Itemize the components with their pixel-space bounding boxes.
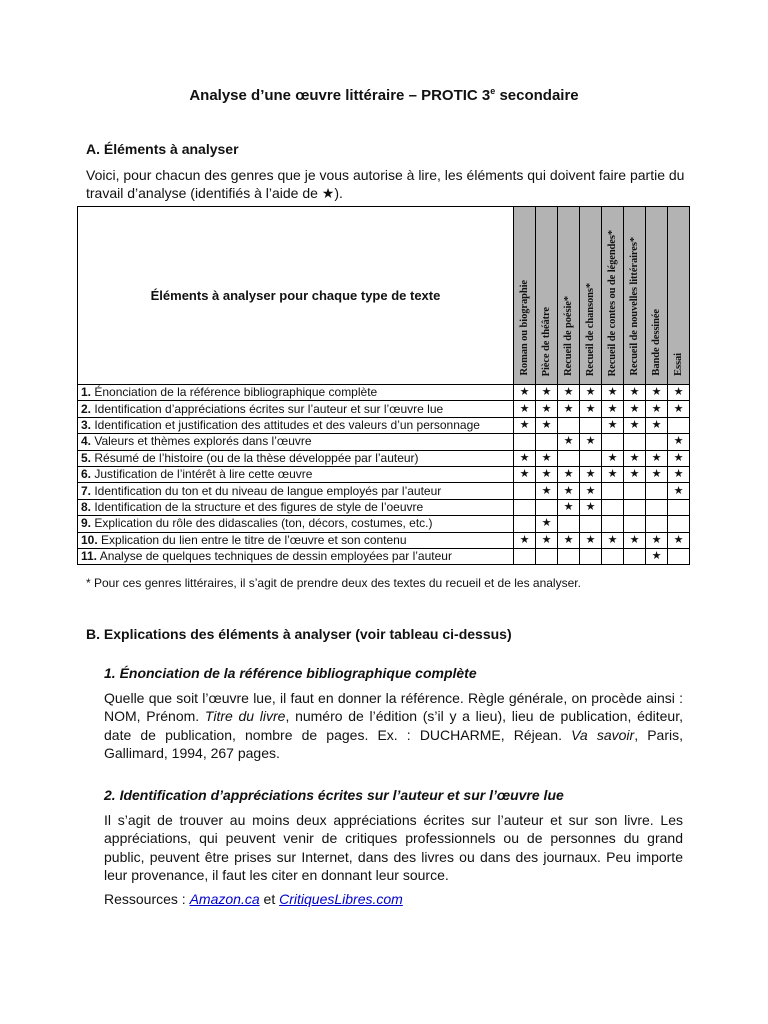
criterion-number: 7. [81,483,92,498]
criterion-cell [78,532,514,548]
star-mark: ★ [558,434,580,450]
star-mark: ★ [668,532,690,548]
criterion-number: 8. [81,499,92,514]
star-mark: ★ [536,483,558,499]
criterion-number: 6. [81,467,92,482]
star-mark: ★ [624,450,646,466]
star-mark: ★ [536,516,558,532]
star-mark: ★ [536,450,558,466]
item-1-body: Quelle que soit l’œuvre lue, il faut en donner la référence. Règle générale, on procède ainsi : NOM, Prénom. Titre du livre, numéro de l’édition (s’il y a lieu), lieu de publication, éditeur, date de publication, nombre de pages. Ex. : DUCHARME, Réjean. Va savoir, Paris, Gallimard, 1994, 267 pages. [104,690,683,761]
empty-cell [646,434,668,450]
item-2-title: 2. Identification d’appréciations écrites sur l’auteur et sur l’œuvre lue [104,787,564,803]
star-mark: ★ [580,466,602,482]
star-mark: ★ [536,532,558,548]
critiqueslibres-link[interactable]: CritiquesLibres.com [279,891,403,907]
empty-cell [624,499,646,515]
star-mark: ★ [558,483,580,499]
column-header: Recueil de nouvelles littéraires* [624,207,646,385]
criterion-number: 11. [81,549,98,564]
star-mark: ★ [624,385,646,401]
table-row [78,450,690,466]
star-mark: ★ [646,417,668,433]
table-row [78,499,690,515]
star-mark: ★ [602,417,624,433]
empty-cell [558,450,580,466]
table-header-row [78,207,690,385]
empty-cell [580,516,602,532]
table-main-header: Éléments à analyser pour chaque type de texte [78,207,514,385]
empty-cell [514,434,536,450]
criterion-text: Identification du ton et du niveau de langue employés par l’auteur [91,483,442,498]
star-mark: ★ [602,532,624,548]
star-mark: ★ [514,532,536,548]
criterion-number: 5. [81,450,92,465]
star-mark: ★ [602,401,624,417]
empty-cell [536,499,558,515]
star-mark: ★ [602,385,624,401]
section-a-intro: Voici, pour chacun des genres que je vous autorise à lire, les éléments qui doivent faire partie du travail d’analyse (identifiés à l’aide de ★). [86,167,685,201]
star-mark: ★ [580,532,602,548]
star-mark: ★ [580,401,602,417]
empty-cell [668,417,690,433]
star-mark: ★ [646,466,668,482]
criterion-number: 2. [81,401,92,416]
item-1-title: 1. Énonciation de la référence bibliographique complète [104,665,477,681]
star-mark: ★ [536,385,558,401]
criterion-text: Identification de la structure et des figures de style de l’oeuvre [91,499,424,514]
column-header: Roman ou biographie [514,207,536,385]
criterion-number: 9. [81,516,92,531]
star-mark: ★ [558,499,580,515]
empty-cell [536,548,558,564]
table-body [78,385,690,565]
empty-cell [580,417,602,433]
column-header: Essai [668,207,690,385]
criterion-text: Identification et justification des attitudes et des valeurs d’un personnage [91,417,480,432]
column-header: Recueil de chansons* [580,207,602,385]
empty-cell [668,499,690,515]
star-mark: ★ [558,401,580,417]
book-title-placeholder: Titre du livre [204,708,286,725]
empty-cell [646,499,668,515]
empty-cell [602,499,624,515]
criterion-cell [78,450,514,466]
criterion-number: 1. [81,385,92,400]
empty-cell [558,548,580,564]
empty-cell [514,499,536,515]
star-mark: ★ [668,385,690,401]
criterion-text: Explication du rôle des didascalies (ton, décors, costumes, etc.) [91,516,433,531]
criterion-cell [78,417,514,433]
star-mark: ★ [624,417,646,433]
amazon-link[interactable]: Amazon.ca [189,891,260,907]
title-main: Analyse d’une œuvre littéraire – PROTIC 3 [189,87,491,104]
table-row [78,417,690,433]
star-mark: ★ [536,466,558,482]
star-mark: ★ [514,385,536,401]
table-row [78,385,690,401]
criterion-text: Énonciation de la référence bibliographique complète [91,385,378,400]
empty-cell [580,548,602,564]
criterion-text: Identification d’appréciations écrites sur l’auteur et sur l’œuvre lue [91,401,444,416]
empty-cell [668,516,690,532]
item-2-body: Il s’agit de trouver au moins deux appréciations écrites sur l’auteur et sur son livre. Les appréciations, qui peuvent venir de critiques professionnels ou de personnes du grand public, peuvent être prises sur Internet, dans des livres ou dans des journaux. Peu importe leur provenance, il faut les citer en donnant leur source. [104,812,683,883]
table-footnote: * Pour ces genres littéraires, il s’agit de prendre deux des textes du recueil et de les analyser. [86,576,581,590]
example-book-title: Va savoir [571,726,635,743]
table-row [78,532,690,548]
empty-cell [646,483,668,499]
column-header: Bande dessinée [646,207,668,385]
star-mark: ★ [646,401,668,417]
empty-cell [536,434,558,450]
resources-line: Ressources : Amazon.ca et CritiquesLibres.com [104,891,403,907]
star-mark: ★ [668,450,690,466]
star-mark: ★ [514,466,536,482]
table-row [78,434,690,450]
table-row [78,401,690,417]
star-mark: ★ [514,450,536,466]
star-mark: ★ [558,466,580,482]
section-a-heading: A. Éléments à analyser [86,141,239,157]
empty-cell [602,483,624,499]
criterion-cell [78,499,514,515]
criterion-cell [78,466,514,482]
analysis-table [77,206,690,565]
table-row [78,516,690,532]
empty-cell [514,548,536,564]
table-row [78,466,690,482]
empty-cell [624,434,646,450]
empty-cell [580,450,602,466]
empty-cell [558,516,580,532]
star-mark: ★ [536,401,558,417]
criterion-cell [78,434,514,450]
star-mark: ★ [514,417,536,433]
empty-cell [514,483,536,499]
empty-cell [558,417,580,433]
section-b-heading: B. Explications des éléments à analyser (voir tableau ci-dessus) [86,626,512,642]
column-header: Pièce de théâtre [536,207,558,385]
star-mark: ★ [602,450,624,466]
star-mark: ★ [646,450,668,466]
criterion-cell [78,385,514,401]
star-mark: ★ [668,466,690,482]
star-mark: ★ [580,499,602,515]
empty-cell [624,516,646,532]
criterion-cell [78,401,514,417]
empty-cell [602,434,624,450]
star-mark: ★ [580,483,602,499]
criterion-cell [78,548,514,564]
star-mark: ★ [646,385,668,401]
criterion-text: Valeurs et thèmes explorés dans l’œuvre [91,434,312,449]
criterion-number: 10. [81,532,98,547]
empty-cell [668,548,690,564]
criterion-text: Explication du lien entre le titre de l’œuvre et son contenu [97,532,407,547]
empty-cell [514,516,536,532]
star-mark: ★ [668,483,690,499]
title-superscript: e [490,86,496,96]
star-mark: ★ [602,466,624,482]
empty-cell [624,548,646,564]
star-mark: ★ [558,385,580,401]
empty-cell [602,516,624,532]
column-header: Recueil de contes ou de légendes* [602,207,624,385]
empty-cell [646,516,668,532]
criterion-cell [78,483,514,499]
star-mark: ★ [580,434,602,450]
empty-cell [624,483,646,499]
star-mark: ★ [536,417,558,433]
star-mark: ★ [646,548,668,564]
star-mark: ★ [624,466,646,482]
page-title [0,86,768,104]
star-mark: ★ [624,401,646,417]
star-mark: ★ [624,532,646,548]
star-mark: ★ [668,401,690,417]
criterion-text: Résumé de l’histoire (ou de la thèse développée par l’auteur) [91,450,419,465]
star-mark: ★ [646,532,668,548]
criterion-text: Analyse de quelques techniques de dessin employées par l’auteur [97,549,452,564]
table-row [78,483,690,499]
star-mark: ★ [668,434,690,450]
column-header: Recueil de poésie* [558,207,580,385]
criterion-number: 4. [81,434,92,449]
table-row [78,548,690,564]
criterion-text: Justification de l’intérêt à lire cette œuvre [91,467,313,482]
star-mark: ★ [558,532,580,548]
criterion-cell [78,516,514,532]
star-mark: ★ [580,385,602,401]
title-rest: secondaire [495,87,579,104]
star-mark: ★ [514,401,536,417]
empty-cell [602,548,624,564]
criterion-number: 3. [81,417,92,432]
